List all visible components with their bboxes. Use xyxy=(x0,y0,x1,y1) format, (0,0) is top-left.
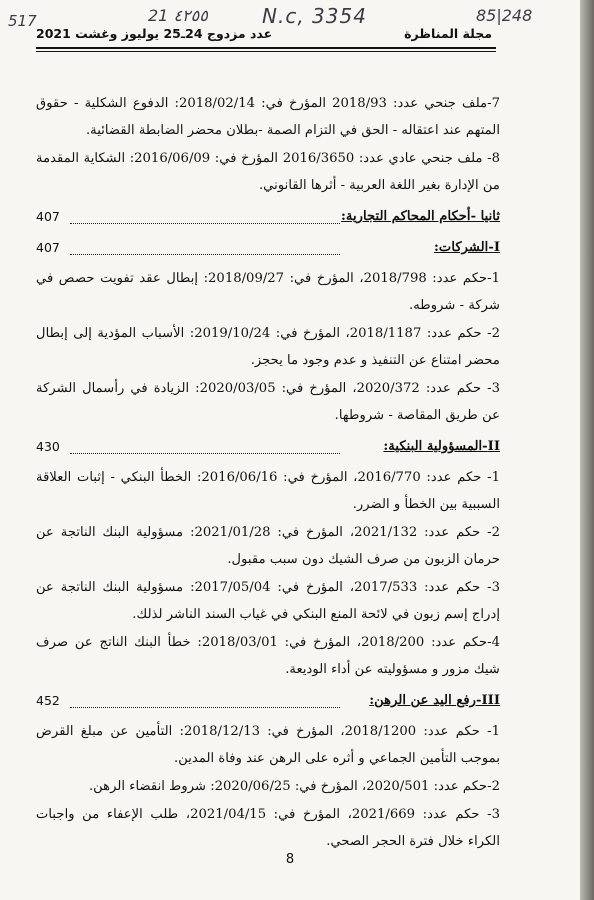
handwritten-note-middle: 21 ٤٢٥٥ xyxy=(148,6,208,25)
header-rule-thin xyxy=(36,51,496,52)
table-of-contents xyxy=(36,90,500,856)
handwritten-note-left: 517 xyxy=(8,12,37,30)
page-edge-shadow xyxy=(580,0,594,900)
section-heading-companies xyxy=(36,234,500,261)
section-title: III-رفع اليد عن الرهن: xyxy=(369,693,500,708)
toc-entry: 2- حكم عدد: 2021/132، المؤرخ في: 2021/01/28: مسؤولية البنك الناتجة عن حرمان الزبون من صرف الشيك دون سبب مقبول. xyxy=(36,525,500,567)
toc-entry: 1- حكم عدد: 2016/770، المؤرخ في: 2016/06/16: الخطأ البنكي - إثبات العلاقة السببية بين الخطأ و الضرر. xyxy=(36,470,500,512)
dot-leader xyxy=(70,234,340,255)
toc-entry: 1-حكم عدد: 2018/798، المؤرخ في: 2018/09/27: إبطال عقد تفويت حصص في شركة - شروطه. xyxy=(36,271,500,313)
section-title: ثانيا -أحكام المحاكم التجارية: xyxy=(341,209,500,224)
section-heading-bank-liability xyxy=(36,433,500,460)
toc-entry: 3- حكم عدد: 2017/533، المؤرخ في: 2017/05/04: مسؤولية البنك الناتجة عن إدراج إسم زبون في لائحة المنع البنكي في غياب السند الناشر لذلك. xyxy=(36,580,500,622)
toc-entry: 4-حكم عدد: 2018/200، المؤرخ في: 2018/03/01: خطأ البنك الناتج عن صرف شيك مزور و مسؤوليته عن أداء الوديعة. xyxy=(36,635,500,677)
section-page-number: 407 xyxy=(36,209,60,224)
section-title: I-الشركات: xyxy=(434,240,500,255)
section-heading-commercial-courts xyxy=(36,203,500,230)
journal-title: مجلة المناظرة xyxy=(404,26,492,41)
header-rule xyxy=(36,47,496,49)
toc-entry: 1- حكم عدد: 2018/1200، المؤرخ في: 2018/12/13: التأمين عن مبلغ القرض بموجب التأمين الجماعي و أثره على الرهن عند وفاة المدين. xyxy=(36,724,500,766)
toc-entry: 3- حكم عدد: 2020/372، المؤرخ في: 2020/03/05: الزيادة في رأسمال الشركة عن طريق المقاصة - شروطها. xyxy=(36,381,500,423)
dot-leader xyxy=(70,687,340,708)
running-header xyxy=(36,24,492,46)
section-page-number: 430 xyxy=(36,439,60,454)
dot-leader xyxy=(70,433,340,454)
page-number: 8 xyxy=(285,852,295,867)
toc-entry: 2-حكم عدد: 2020/501، المؤرخ في: 2020/06/25: شروط انقضاء الرهن. xyxy=(88,779,500,794)
section-page-number: 407 xyxy=(36,240,60,255)
section-title: II-المسؤولية البنكية: xyxy=(383,439,500,454)
section-heading-mortgage-release xyxy=(36,687,500,714)
handwritten-note-center: N.c, 3354 xyxy=(262,4,367,28)
handwritten-note-right: 85|248 xyxy=(476,6,533,25)
toc-entry: 8- ملف جنحي عادي عدد: 2016/3650 المؤرخ في: 2016/06/09: الشكاية المقدمة من الإدارة بغير اللغة العربية - أثرها القانوني. xyxy=(36,151,500,193)
toc-entry: 7-ملف جنحي عدد: 2018/93 المؤرخ في: 2018/02/14: الدفوع الشكلية - حقوق المتهم عند اعتقاله - الحق في التزام الصمة -بطلان محضر الضابطة القضائية. xyxy=(36,96,500,138)
dot-leader xyxy=(70,203,340,224)
issue-info: عدد مزدوج 24ـ25 يوليوز وغشت 2021 xyxy=(36,26,273,41)
toc-entry: 2- حكم عدد: 2018/1187، المؤرخ في: 2019/10/24: الأسباب المؤدية إلى إبطال محضر امتناع عن التنفيذ و عدم وجود ما يحجز. xyxy=(36,326,501,368)
section-page-number: 452 xyxy=(36,693,60,708)
toc-entry: 3- حكم عدد: 2021/669، المؤرخ في: 2021/04/15، طلب الإعفاء من واجبات الكراء خلال فترة الحجر الصحي. xyxy=(36,807,500,849)
